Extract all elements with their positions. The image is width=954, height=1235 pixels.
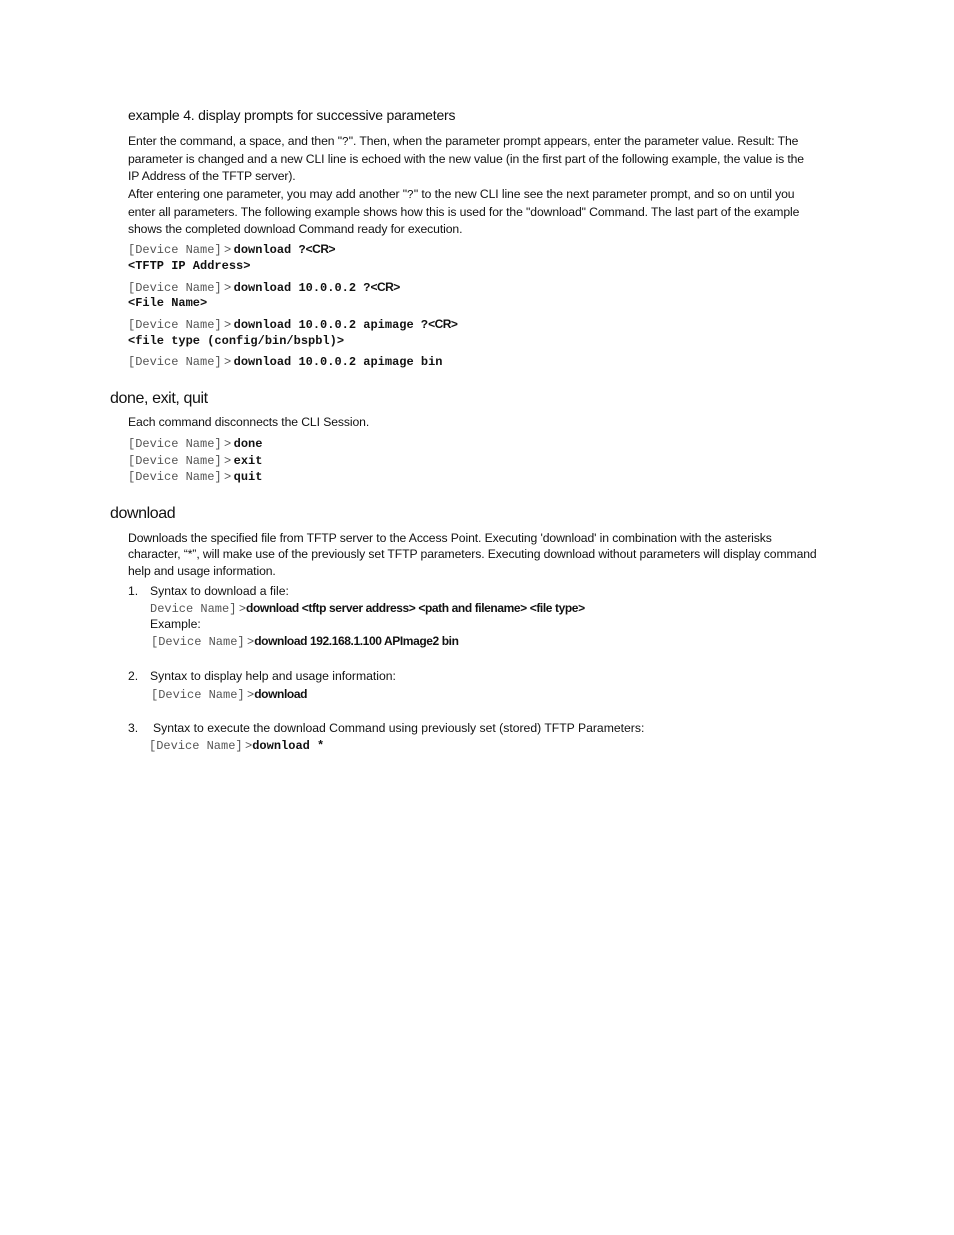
section-heading-done-exit-quit: done, exit, quit [110, 390, 208, 407]
syntax-line [149, 738, 324, 754]
cr-key: <CR> [305, 242, 336, 256]
prompt-gt: > [247, 688, 255, 702]
cli-response [128, 295, 207, 311]
list-item-number: 3. [128, 721, 139, 735]
cli-command: done [233, 437, 263, 451]
example4-paragraph-1 [128, 133, 818, 184]
cli-prompt: [Device Name] [128, 281, 222, 295]
cli-prompt: [Device Name] [128, 318, 222, 332]
text: After entering one parameter, you may add another " [128, 187, 408, 201]
syntax-line [151, 686, 307, 703]
cli-line [128, 316, 457, 333]
cli-response-text: <file type (config/bin/bspbl)> [128, 334, 345, 348]
cli-line [128, 436, 262, 452]
cli-prompt: [Device Name] [151, 635, 245, 649]
example-command: download 192.168.1.100 APImage2 bin [254, 634, 459, 648]
example-label: Example: [150, 617, 201, 631]
cli-command: download 10.0.0.2 ? [233, 281, 371, 295]
cli-command: download ? [233, 243, 306, 257]
cli-response [128, 258, 250, 274]
prompt-gt: > [224, 437, 232, 451]
prompt-gt: > [224, 281, 232, 295]
prompt-gt: > [224, 470, 232, 484]
question-mark: ? [341, 136, 349, 149]
cli-prompt: Device Name] [150, 602, 237, 616]
text: Enter the command, a space, and then " [128, 134, 342, 148]
cli-response-text: <TFTP IP Address> [128, 259, 251, 273]
prompt-gt: > [224, 454, 232, 468]
done-description: Each command disconnects the CLI Session. [128, 415, 370, 429]
question-mark: ? [407, 189, 414, 202]
cli-response-text: <File Name> [128, 296, 208, 310]
cli-response [128, 333, 344, 349]
syntax-line [150, 600, 585, 617]
cr-key: <CR> [428, 317, 458, 331]
list-item-text: Syntax to display help and usage information: [150, 669, 396, 683]
download-description: Downloads the specified file from TFTP server to the Access Point. Executing 'download' in combination with the asterisks character, “*”, will make use of the previously set TFTP parameters. Executing download without parameters will display command help and usage information. [128, 531, 817, 578]
prompt-gt: > [224, 243, 232, 257]
section-heading-download: download [110, 505, 176, 522]
cli-prompt: [Device Name] [128, 437, 222, 451]
cli-prompt: [Device Name] [128, 454, 222, 468]
cli-line [128, 469, 262, 485]
syntax-command: download * [252, 739, 325, 753]
prompt-gt: > [245, 739, 253, 753]
cli-prompt: [Device Name] [128, 470, 222, 484]
prompt-gt: > [238, 602, 247, 616]
list-item-number: 1. [128, 584, 139, 598]
cli-line [128, 279, 400, 296]
example-line [151, 633, 459, 650]
syntax-command: download <tftp server address> <path and filename> <file type> [246, 601, 585, 615]
list-item-number: 2. [128, 669, 139, 683]
cli-prompt: [Device Name] [151, 688, 245, 702]
cli-line [128, 354, 442, 370]
cli-command: quit [233, 470, 263, 484]
prompt-gt: > [247, 635, 255, 649]
cli-prompt: [Device Name] [128, 243, 222, 257]
example4-paragraph-2 [128, 186, 818, 237]
text: ". Then, when the parameter prompt appears, enter the parameter value. Result: The parameter is changed and a new CLI line is echoed with the new value (in the first part of the following example, the value is the IP Address of the TFTP server). [128, 134, 804, 183]
cli-line [128, 241, 335, 258]
example4-heading: example 4. display prompts for successive parameters [128, 107, 456, 123]
list-item-text: Syntax to download a file: [150, 584, 289, 598]
list-item-text: Syntax to execute the download Command using previously set (stored) TFTP Parameters: [153, 721, 645, 735]
cli-line [128, 453, 262, 469]
cli-command: exit [233, 454, 263, 468]
cli-prompt: [Device Name] [149, 739, 243, 753]
cli-command: download 10.0.0.2 apimage ? [233, 318, 429, 332]
text: " to the new CLI line see the next parameter prompt, and so on until you enter all parameters. The following example shows how this is used for the "download" Command. The last part of the example shows the completed download Command ready for execution. [128, 187, 800, 236]
prompt-gt: > [224, 318, 232, 332]
cli-command: download 10.0.0.2 apimage bin [233, 355, 443, 369]
cr-key: <CR> [370, 280, 400, 294]
cli-prompt: [Device Name] [128, 355, 222, 369]
prompt-gt: > [224, 355, 232, 369]
syntax-command: download [254, 687, 308, 701]
